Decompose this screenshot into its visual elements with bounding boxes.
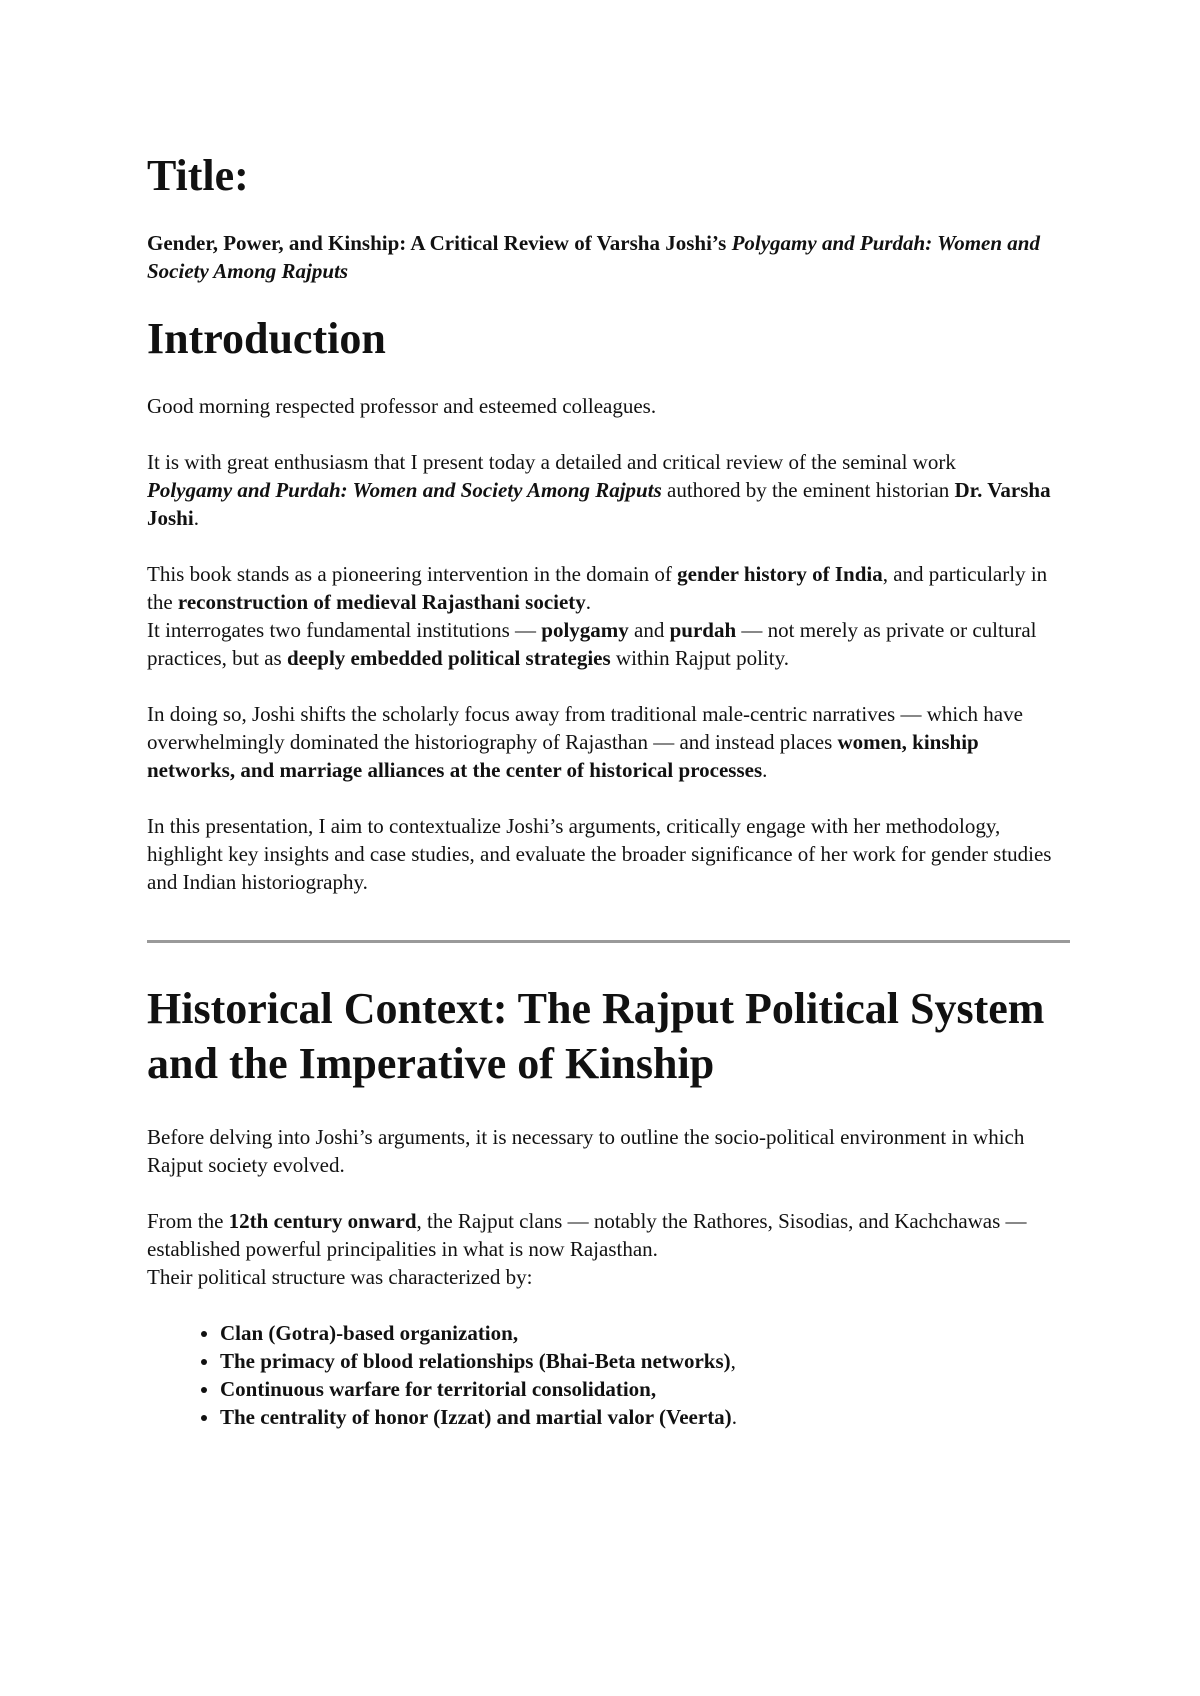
list-item-text: Clan (Gotra)-based organization, bbox=[220, 1320, 519, 1345]
intro-text: This book stands as a pioneering intervention in the domain of bbox=[147, 561, 678, 586]
author-name: Dr. Varsha Joshi bbox=[147, 477, 1051, 530]
document-subtitle bbox=[147, 229, 1070, 285]
intro-text: . bbox=[193, 505, 199, 530]
intro-text: and bbox=[628, 617, 670, 642]
emphasis: polygamy bbox=[541, 617, 629, 642]
context-text: , the Rajput clans — notably the Rathores, Sisodias, and Kachchawas — established powerful principalities in what is now Rajasthan. bbox=[147, 1208, 1027, 1261]
list-item-punct: . bbox=[731, 1404, 737, 1429]
subtitle-book-title: Polygamy and Purdah: Women and Society Among Rajputs bbox=[147, 230, 1040, 283]
emphasis: 12th century onward bbox=[228, 1208, 417, 1233]
list-item bbox=[220, 1347, 1070, 1375]
context-paragraph-clans bbox=[147, 1207, 1070, 1291]
intro-text: — not merely as private or cultural practices, but as bbox=[147, 617, 1037, 670]
list-item-text: The centrality of honor (Izzat) and martial valor (Veerta) bbox=[220, 1404, 732, 1429]
intro-text: It interrogates two fundamental institutions — bbox=[147, 617, 542, 642]
historical-context-heading: Historical Context: The Rajput Political System and the Imperative of Kinship bbox=[147, 983, 1045, 1088]
intro-text: within Rajput polity. bbox=[610, 645, 789, 670]
intro-text: In doing so, Joshi shifts the scholarly focus away from traditional male-centric narratives — which have overwhelmingly dominated the historiography of Rajasthan — and instead places bbox=[147, 701, 1023, 754]
section-divider bbox=[147, 940, 1070, 943]
introduction-heading: Introduction bbox=[147, 313, 386, 363]
political-structure-list bbox=[147, 1319, 1070, 1431]
intro-text: , and particularly in the bbox=[147, 561, 1048, 614]
list-item-text: The primacy of blood relationships (Bhai-Beta networks) bbox=[220, 1348, 731, 1373]
title-heading: Title: bbox=[147, 151, 249, 200]
intro-text: . bbox=[585, 589, 592, 614]
intro-paragraph-intervention bbox=[147, 560, 1070, 672]
list-item-text: Continuous warfare for territorial consolidation, bbox=[220, 1376, 657, 1401]
list-item bbox=[220, 1403, 1070, 1431]
book-title: Polygamy and Purdah: Women and Society Among Rajputs bbox=[147, 477, 662, 502]
intro-paragraph-work bbox=[147, 448, 1070, 532]
intro-text: authored by the eminent historian bbox=[661, 477, 955, 502]
intro-paragraph-focus bbox=[147, 700, 1070, 784]
emphasis: gender history of India bbox=[677, 561, 883, 586]
list-item bbox=[220, 1319, 1070, 1347]
emphasis: deeply embedded political strategies bbox=[286, 645, 611, 670]
subtitle-text: Gender, Power, and Kinship: A Critical Review of Varsha Joshi’s bbox=[147, 230, 732, 255]
emphasis: reconstruction of medieval Rajasthani society bbox=[177, 589, 586, 614]
intro-text: . bbox=[762, 757, 768, 782]
context-text: From the bbox=[147, 1208, 229, 1233]
context-text: Their political structure was characterized by: bbox=[147, 1264, 533, 1289]
list-item bbox=[220, 1375, 1070, 1403]
emphasis: purdah bbox=[669, 617, 737, 642]
context-paragraph-intro: Before delving into Joshi’s arguments, it is necessary to outline the socio-political environment in which Rajput society evolved. bbox=[147, 1124, 1025, 1177]
intro-text: It is with great enthusiasm that I present today a detailed and critical review of the seminal work bbox=[147, 449, 956, 474]
list-item-punct: , bbox=[730, 1348, 736, 1373]
intro-paragraph-aim: In this presentation, I aim to contextualize Joshi’s arguments, critically engage with her methodology, highlight key insights and case studies, and evaluate the broader significance of her work for gender studies and Indian historiography. bbox=[147, 813, 1052, 894]
emphasis: women, kinship networks, and marriage alliances at the center of historical processes bbox=[147, 729, 979, 782]
intro-paragraph-greeting: Good morning respected professor and esteemed colleagues. bbox=[147, 393, 657, 418]
